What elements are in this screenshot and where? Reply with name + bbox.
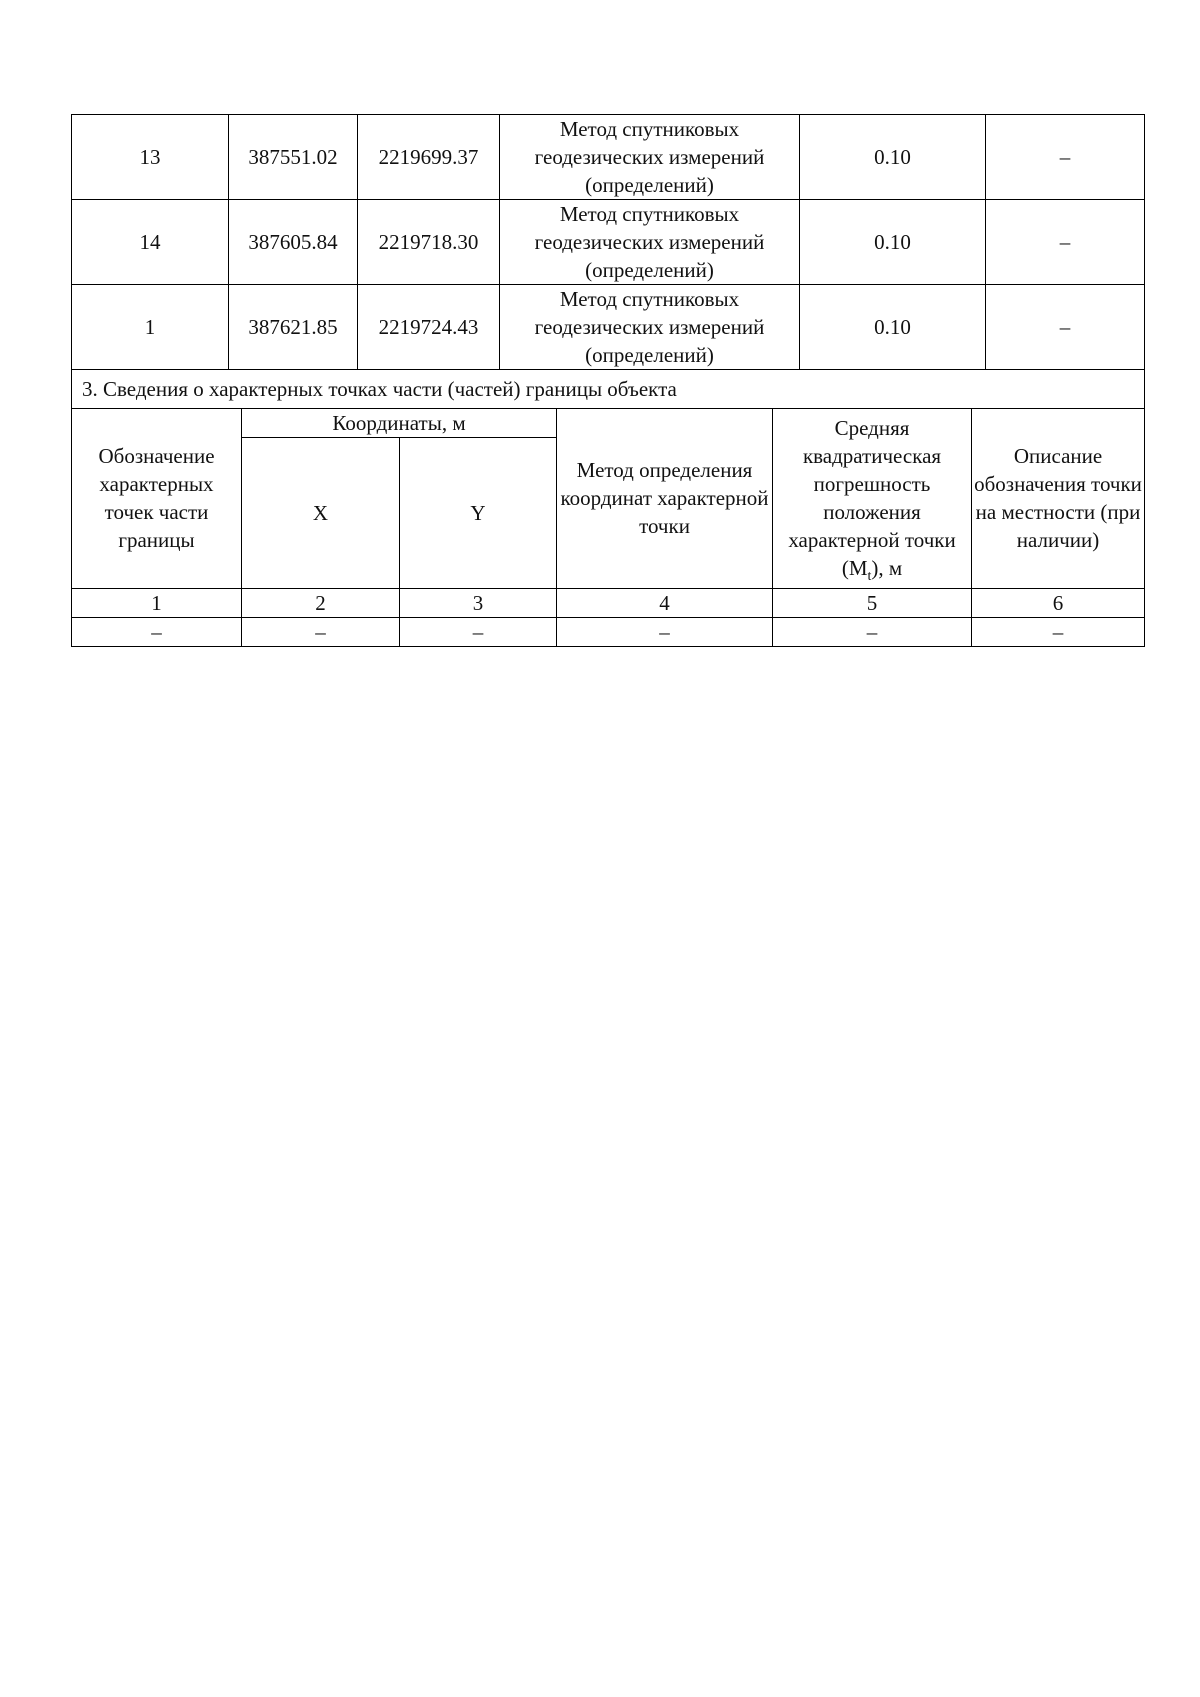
description-cell: –	[986, 115, 1145, 200]
column-numbers-row	[72, 588, 1145, 617]
column-number: 6	[972, 588, 1145, 617]
error-cell: 0.10	[800, 200, 986, 285]
designation-cell: –	[72, 617, 242, 646]
description-cell: –	[986, 285, 1145, 370]
method-cell: Метод спутниковых геодезических измерений (определений)	[500, 285, 800, 370]
x-coordinate-cell: –	[242, 617, 400, 646]
method-cell: Метод спутниковых геодезических измерений (определений)	[500, 200, 800, 285]
point-number-cell: 1	[72, 285, 229, 370]
column-number: 4	[557, 588, 773, 617]
error-cell: 0.10	[800, 115, 986, 200]
header-row	[72, 408, 1145, 437]
document-page	[71, 114, 1144, 647]
x-coordinate-cell: 387621.85	[229, 285, 358, 370]
y-coordinate-cell: 2219724.43	[358, 285, 500, 370]
point-number-cell: 13	[72, 115, 229, 200]
table-row	[72, 115, 1145, 200]
table-row	[72, 617, 1145, 646]
y-header: Y	[400, 437, 557, 588]
point-number-cell: 14	[72, 200, 229, 285]
section-title: 3. Сведения о характерных точках части (частей) границы объекта	[72, 370, 1145, 409]
section-title-row	[72, 370, 1145, 409]
x-coordinate-cell: 387551.02	[229, 115, 358, 200]
error-cell: –	[773, 617, 972, 646]
method-header: Метод определения координат характерной точки	[557, 408, 773, 588]
error-header-suffix: ), м	[871, 556, 903, 580]
y-coordinate-cell: –	[400, 617, 557, 646]
y-coordinate-cell: 2219699.37	[358, 115, 500, 200]
method-cell: Метод спутниковых геодезических измерений (определений)	[500, 115, 800, 200]
column-number: 2	[242, 588, 400, 617]
coordinates-header: Координаты, м	[242, 408, 557, 437]
method-cell: –	[557, 617, 773, 646]
column-number: 3	[400, 588, 557, 617]
x-header: X	[242, 437, 400, 588]
error-header-text: Средняя квадратическая погрешность положения характерной точки (M	[788, 416, 956, 580]
description-header: Описание обозначения точки на местности (при наличии)	[972, 408, 1145, 588]
table-row	[72, 285, 1145, 370]
points-table	[71, 114, 1145, 409]
error-cell: 0.10	[800, 285, 986, 370]
designation-header: Обозначение характерных точек части границы	[72, 408, 242, 588]
description-cell: –	[986, 200, 1145, 285]
x-coordinate-cell: 387605.84	[229, 200, 358, 285]
y-coordinate-cell: 2219718.30	[358, 200, 500, 285]
table-row	[72, 200, 1145, 285]
column-number: 1	[72, 588, 242, 617]
part-boundary-table	[71, 408, 1145, 647]
description-cell: –	[972, 617, 1145, 646]
error-header-subscript: t	[867, 569, 872, 585]
column-number: 5	[773, 588, 972, 617]
error-header	[773, 408, 972, 588]
